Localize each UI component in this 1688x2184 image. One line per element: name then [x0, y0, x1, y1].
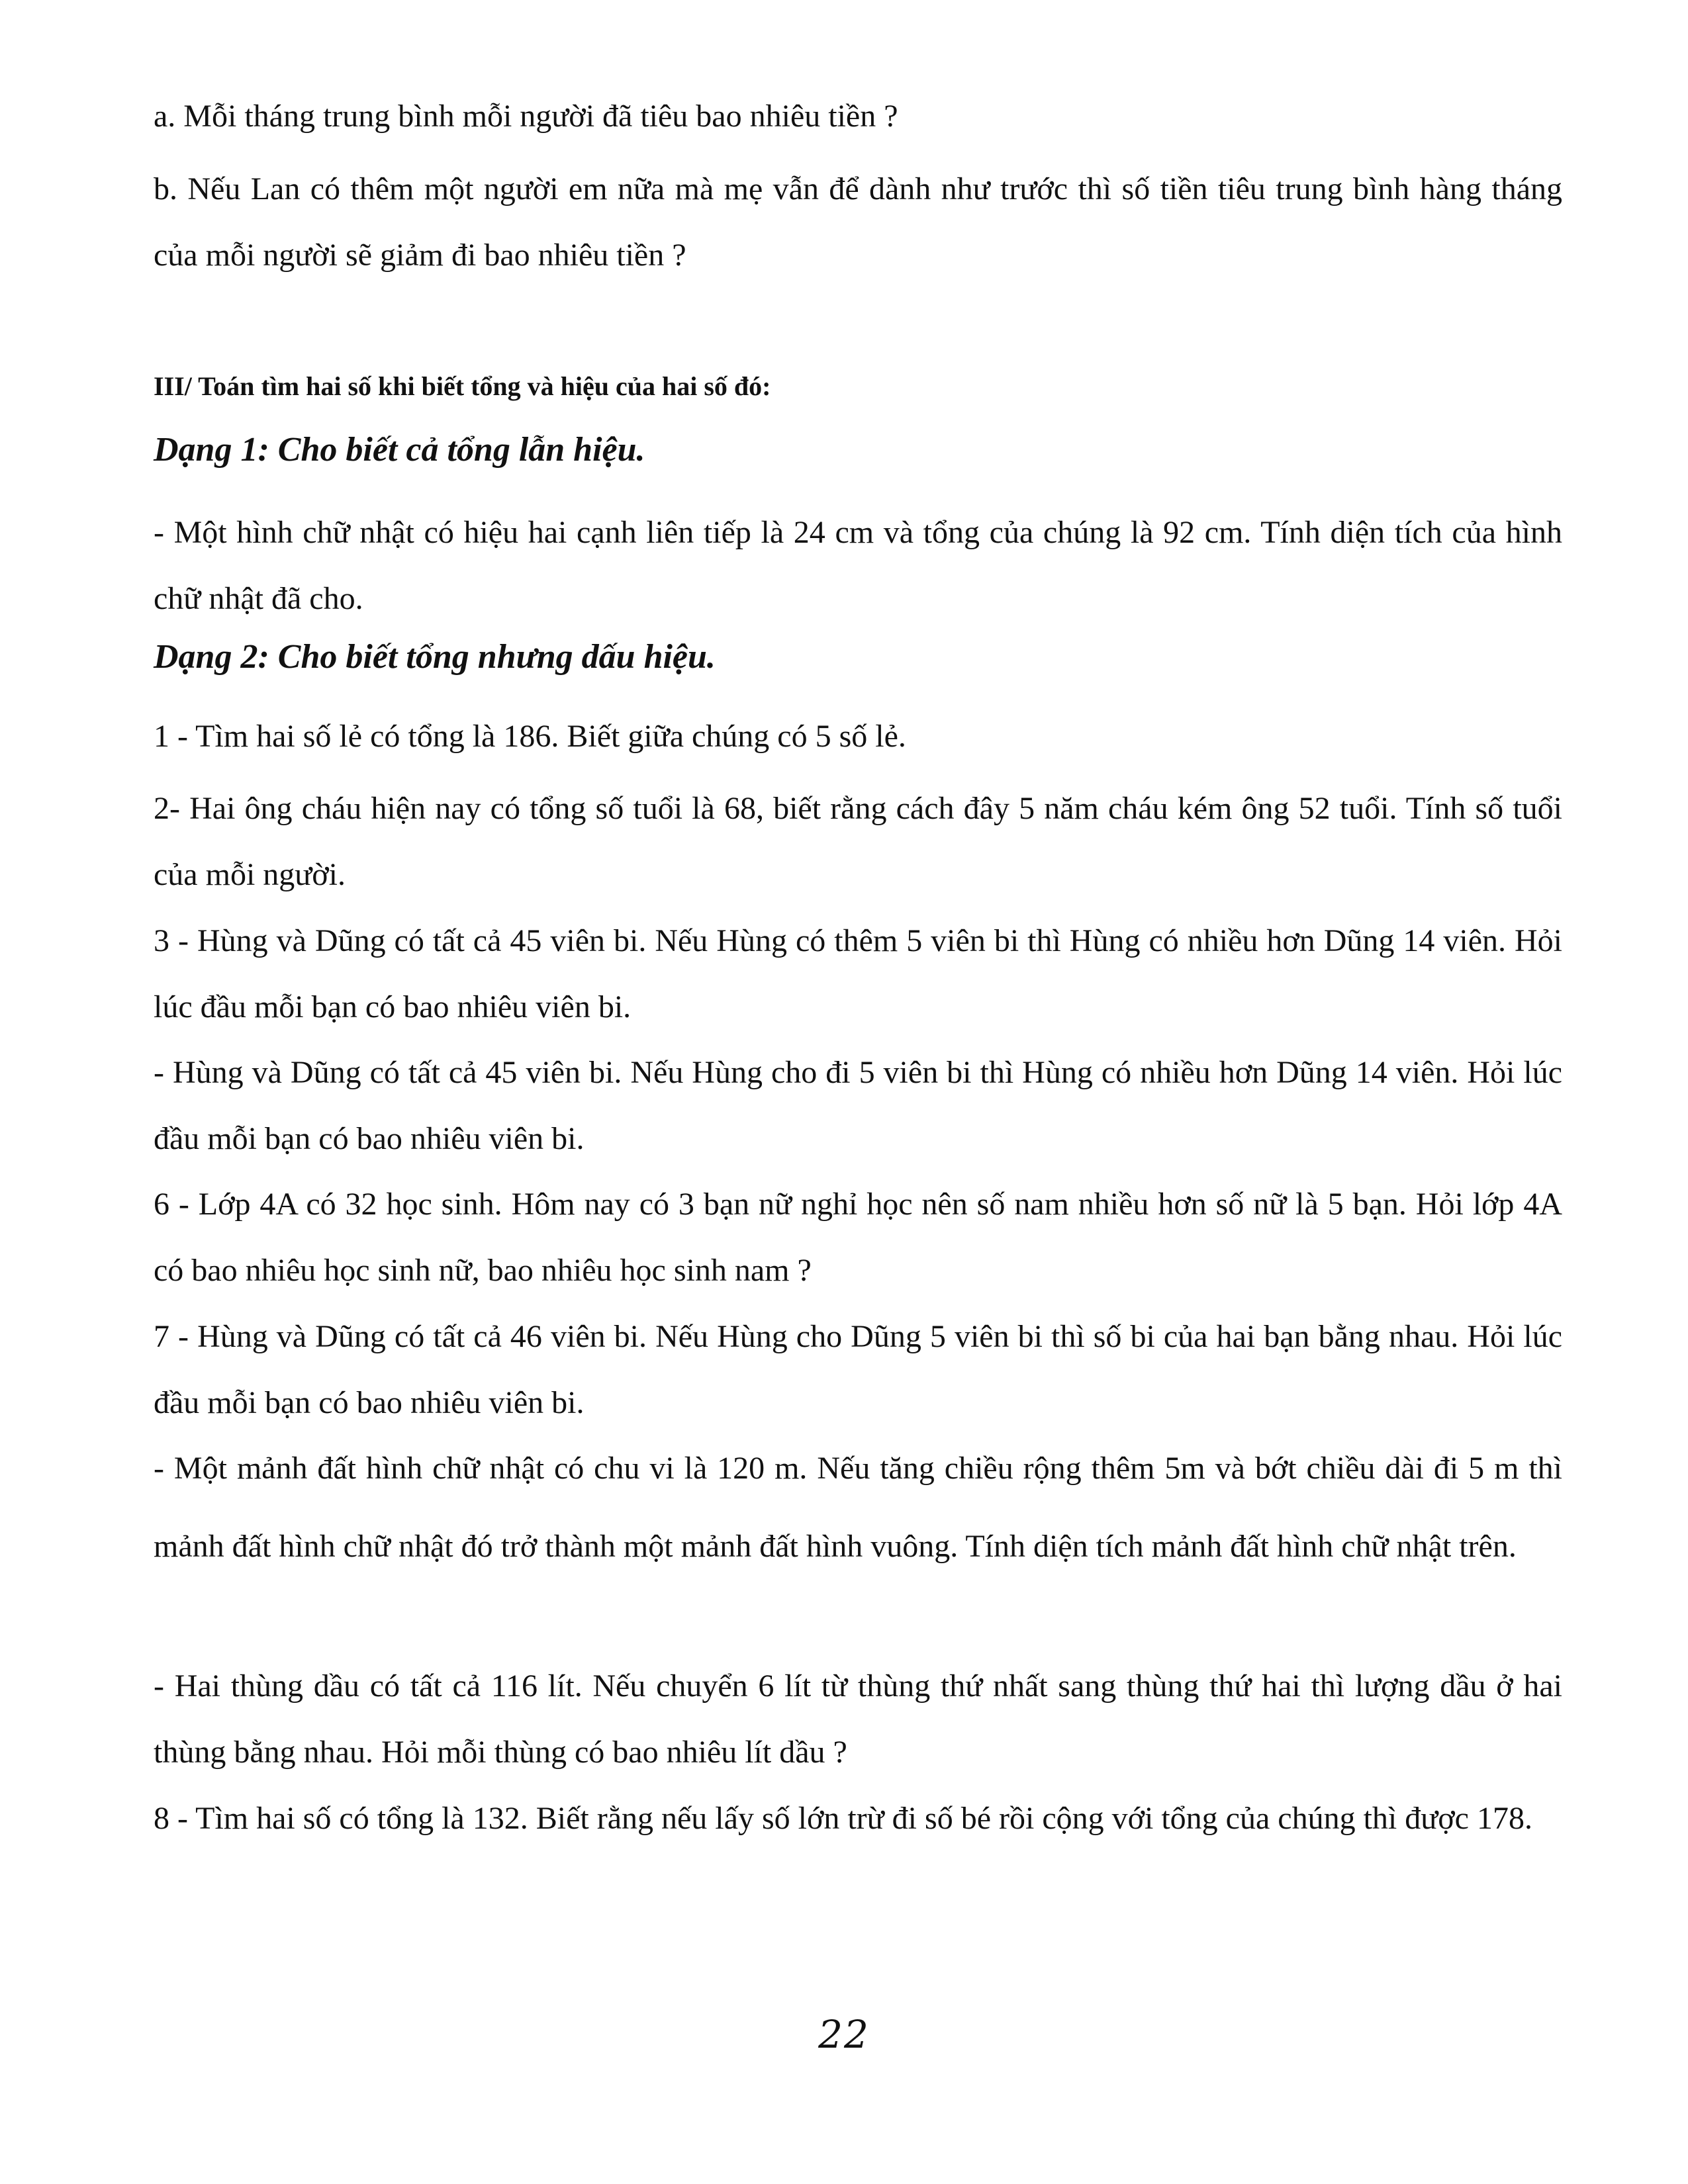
problem-3: 3 - Hùng và Dũng có tất cả 45 viên bi. Nếu Hùng có thêm 5 viên bi thì Hùng có nhiều hơn Dũng 14 viên. Hỏi lúc đầu mỗi bạn có bao nhiêu viên bi. [154, 923, 1562, 1024]
section-title: III/ Toán tìm hai số khi biết tổng và hiệu của hai số đó: [154, 371, 771, 401]
problem-7: 7 - Hùng và Dũng có tất cả 46 viên bi. Nếu Hùng cho Dũng 5 viên bi thì số bi của hai bạn bằng nhau. Hỏi lúc đầu mỗi bạn có bao nhiêu viên bi. [154, 1319, 1562, 1420]
problem-oil: - Hai thùng dầu có tất cả 116 lít. Nếu chuyển 6 lít từ thùng thứ nhất sang thùng thứ hai thì lượng dầu ở hai thùng bằng nhau. Hỏi mỗi thùng có bao nhiêu lít dầu ? [154, 1668, 1562, 1770]
problem-land: - Một mảnh đất hình chữ nhật có chu vi là 120 m. Nếu tăng chiều rộng thêm 5m và bớt chiều dài đi 5 m thì mảnh đất hình chữ nhật đó trở thành một mảnh đất hình vuông. Tính diện tích mảnh đất hình chữ nhật trên. [154, 1451, 1562, 1564]
question-b: b. Nếu Lan có thêm một người em nữa mà mẹ vẫn để dành như trước thì số tiền tiêu trung bình hàng tháng của mỗi người sẽ giảm đi bao nhiêu tiền ? [154, 171, 1562, 273]
problem-3-variant: - Hùng và Dũng có tất cả 45 viên bi. Nếu Hùng cho đi 5 viên bi thì Hùng có nhiều hơn Dũng 14 viên. Hỏi lúc đầu mỗi bạn có bao nhiêu viên bi. [154, 1055, 1562, 1156]
dang1-problem: - Một hình chữ nhật có hiệu hai cạnh liên tiếp là 24 cm và tổng của chúng là 92 cm. Tính diện tích của hình chữ nhật đã cho. [154, 515, 1562, 616]
problem-2: 2- Hai ông cháu hiện nay có tổng số tuổi là 68, biết rằng cách đây 5 năm cháu kém ông 52 tuổi. Tính số tuổi của mỗi người. [154, 791, 1562, 892]
dang2-heading: Dạng 2: Cho biết tổng nhưng dấu hiệu. [154, 638, 716, 676]
question-a: a. Mỗi tháng trung bình mỗi người đã tiêu bao nhiêu tiền ? [154, 99, 898, 134]
problem-6: 6 - Lớp 4A có 32 học sinh. Hôm nay có 3 bạn nữ nghỉ học nên số nam nhiều hơn số nữ là 5 bạn. Hỏi lớp 4A có bao nhiêu học sinh nữ, bao nhiêu học sinh nam ? [154, 1187, 1562, 1288]
dang1-heading: Dạng 1: Cho biết cả tổng lẫn hiệu. [154, 431, 645, 469]
page-number: 22 [818, 2012, 870, 2057]
problem-8: 8 - Tìm hai số có tổng là 132. Biết rằng nếu lấy số lớn trừ đi số bé rồi cộng với tổng của chúng thì được 178. [154, 1801, 1532, 1836]
problem-1: 1 - Tìm hai số lẻ có tổng là 186. Biết giữa chúng có 5 số lẻ. [154, 719, 906, 754]
